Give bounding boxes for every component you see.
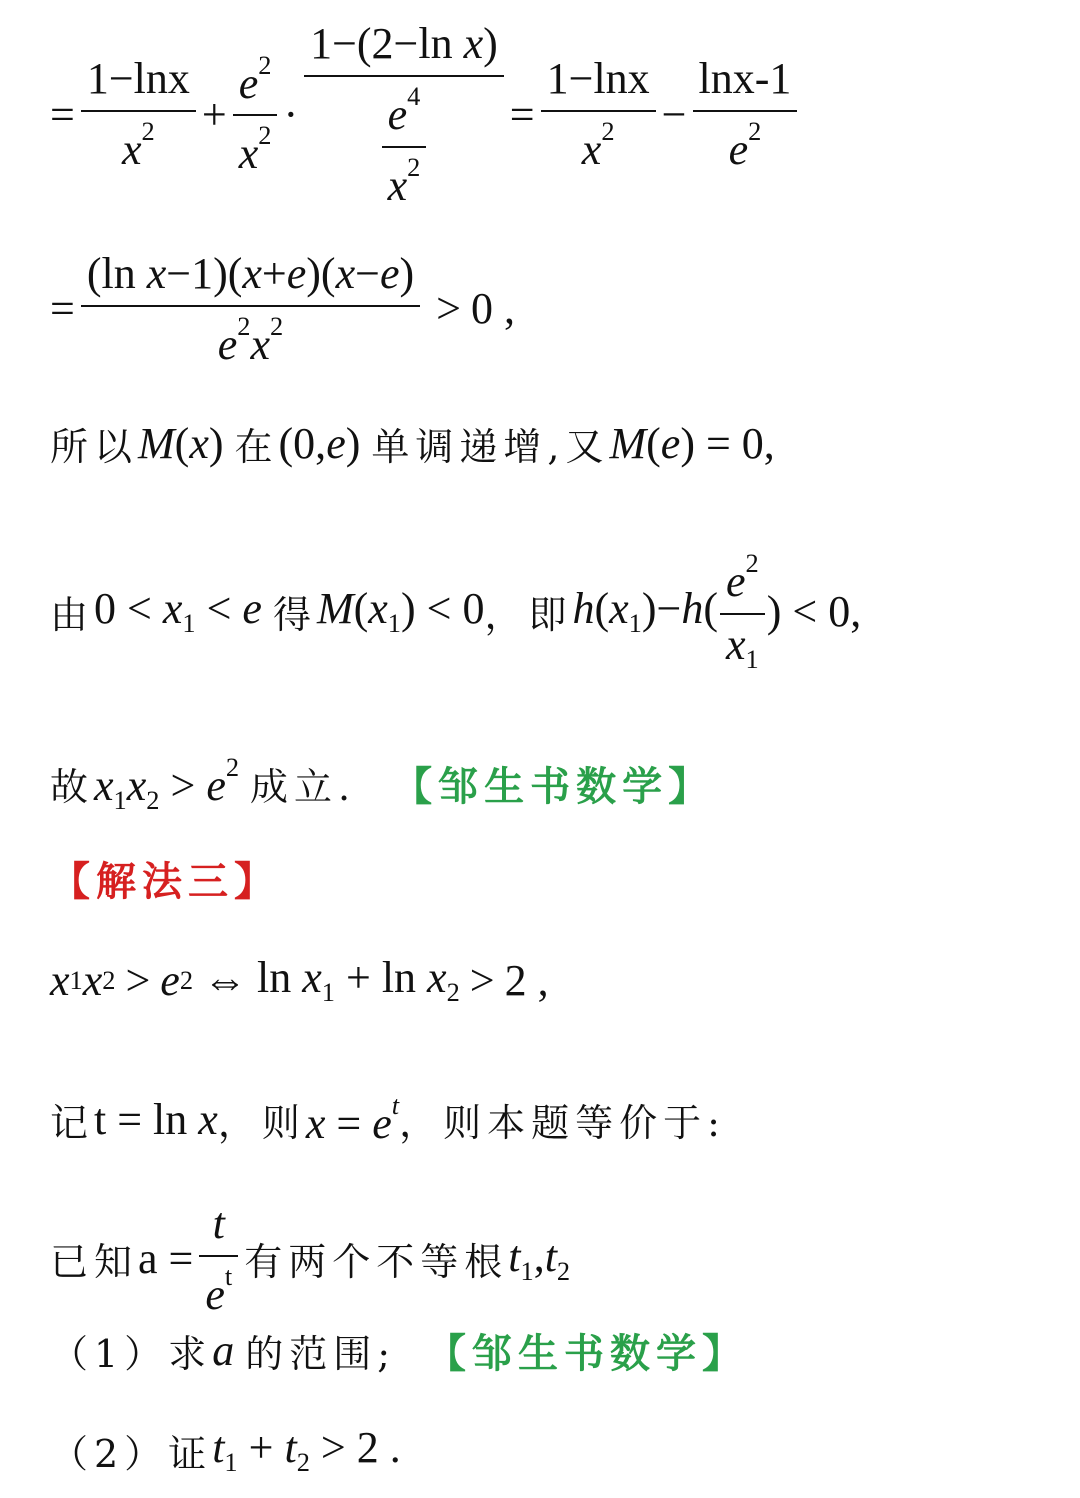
fraction-t-over-et: $\frac{t}{e^t}$ <box>199 1198 238 1320</box>
text-has-roots: 有两个不等根 <box>244 1240 509 1285</box>
text-from: 由 <box>50 592 95 637</box>
q1-suffix: 的范围; <box>245 1332 396 1376</box>
question-1: （1）求 a 的范围; 【邹生书数学】 <box>50 1322 748 1379</box>
equation-line-2: = $\frac{\text{(ln x−1)(x+e)(x−e)}}{e^2x^2}$ > 0 , <box>50 249 515 369</box>
text-line-known: 已知 a = $\frac{t}{e^t}$ 有两个不等根 $t_1,t_2$ <box>50 1199 571 1319</box>
text-denote: 记 <box>50 1100 95 1145</box>
equation-line-equivalence: x 1 x 2 > e 2 ⇔ $\ln x_1 + \ln x_2$ > 2 , <box>50 953 549 1008</box>
text-so: 所以 <box>50 425 139 469</box>
text-also: 又 <box>565 425 610 469</box>
brand-watermark-2: 【邹生书数学】 <box>426 1330 748 1377</box>
brand-watermark-1: 【邹生书数学】 <box>392 763 715 811</box>
text-then-1: ，则 <box>217 1100 306 1145</box>
text-get: 得 <box>272 592 317 637</box>
q1-prefix: （1）求 <box>50 1332 213 1376</box>
fraction-e2-over-x1: $\frac{e^2}{x_1}$ <box>720 548 765 675</box>
text-in: 在 <box>234 425 279 469</box>
text-ie: ，即 <box>484 592 573 637</box>
method-3-heading <box>50 850 280 907</box>
fraction-lnx-1-over-e2: $\frac{\ln x-1}{e^2}$ <box>693 53 798 175</box>
fraction-factored: $\frac{\text{(ln x−1)(x+e)(x−e)}}{e^2x^2}$ <box>81 248 420 370</box>
fraction-1-lnx-over-x2: $\frac{1-\ln x}{x^2}$ <box>81 53 196 175</box>
fraction-1-lnx-over-x2-b: $\frac{1-\ln x}{x^2}$ <box>541 53 656 175</box>
fraction-compound: $\frac{\text{1−(2−ln x)}}{\frac{e^4}{x^2}}$ <box>304 18 504 211</box>
text-therefore: 故 <box>50 765 95 810</box>
question-2: （2）证 $t_1 + t_2 > 2$ . <box>50 1423 401 1478</box>
text-line-conclusion: 故 $x_1x_2 > e^2$ 成立. 【邹生书数学】 <box>50 752 715 815</box>
text-mono: 单调递增, <box>371 425 566 469</box>
method-3-label: 【解法三】 <box>50 858 280 905</box>
text-line-inequality: 由 $0 < x_1 < e$ 得 $M(x_1) < 0$ ，即 $h(x_1)-h$( $\frac{e^2}{x_1}$ ) < 0, <box>50 548 862 674</box>
fraction-e2-over-x2: $\frac{e^2}{x^2}$ <box>233 50 278 180</box>
equation-line-1: = $\frac{1-\ln x}{x^2}$ + $\frac{e^2}{x^2}$ · $\frac{\text{1−(2−ln x)}}{\frac{e^4}{x^2}}$ = $\frac{1-\ln x}{x^2}$ − $\frac{\ln x-1}{e^2}$ <box>50 18 803 211</box>
text-holds: 成立. <box>250 765 357 810</box>
text-line-monotonic: 所以 M(x) 在 (0,e) 单调递增, 又 M(e) = 0, <box>50 416 775 471</box>
text-known: 已知 <box>50 1240 139 1285</box>
q2-prefix: （2）证 <box>50 1431 213 1476</box>
text-then-2: ，则本题等价于: <box>399 1100 726 1145</box>
text-line-substitution: 记 t = ln x ，则 $x = e^t$ ，则本题等价于: <box>50 1090 726 1148</box>
